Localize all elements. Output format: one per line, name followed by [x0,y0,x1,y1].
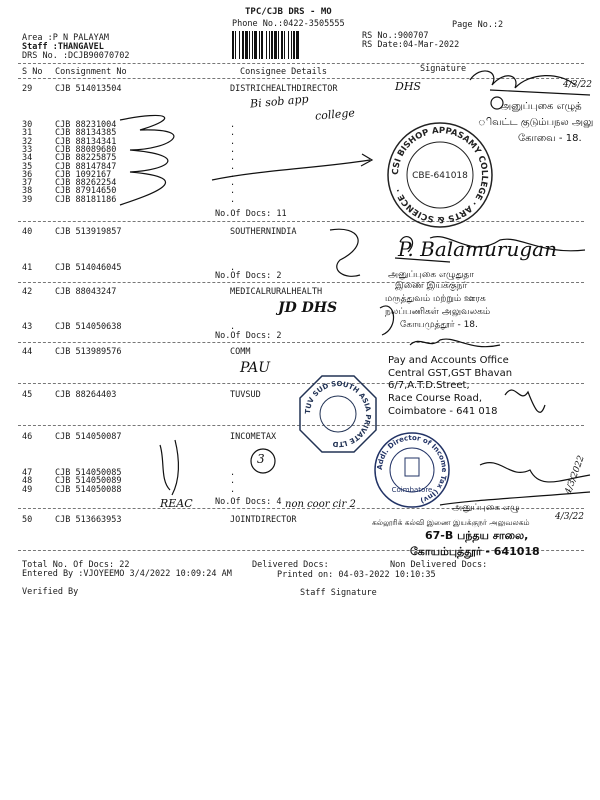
handwritten-note: DHS [395,80,421,93]
row-consignment-number: CJB 88043247 [55,287,117,297]
college-seal-ring-text: CSI BISHOP APPASAMY COLLEGE · ARTS & SCIENCE · [390,125,490,225]
row-serial-number: 50 [22,515,33,525]
row-consignee: . [230,162,236,172]
gst-stamp-line: Pay and Accounts Office [388,355,509,366]
gst-stamp-line: Central GST,GST Bhavan [388,368,513,379]
row-serial-number: 39 [22,195,33,205]
rs-date: RS Date:04-Mar-2022 [362,40,460,50]
handwritten-note: PAU [240,360,271,376]
handwritten-signature: P. Balamurugan [398,237,557,261]
row-consignment-number: CJB 88264403 [55,390,117,400]
page-number: Page No.:2 [452,20,504,30]
tamil-stamp-line: அனுப்புகை எழுத் [500,101,582,112]
row-serial-number: 37 [22,178,33,188]
col-consignee: Consignee Details [240,67,327,77]
tamil-stamp-line: கோவை - 18. [518,133,582,144]
doc-count: No.Of Docs: 2 [215,271,282,281]
tuv-seal-text: TUV SUD SOUTH ASIA PRIVATE LTD [303,379,373,449]
jd-stamp-line: அனுப்புகை எழு [452,503,520,513]
verified-by: Verified By [22,587,79,597]
doc-count: No.Of Docs: 2 [215,331,282,341]
svg-text:TUV SUD SOUTH ASIA PRIVATE LTD [304,380,372,448]
tamil-stamp-line: கோயமுத்தூர் - 18. [400,320,478,330]
row-serial-number: 44 [22,347,33,357]
handwritten-note: JD DHS [278,300,338,316]
row-consignment-number: CJB 514050088 [55,485,122,495]
row-serial-number: 31 [22,128,33,138]
row-consignment-number: CJB 88231004 [55,120,117,130]
row-consignee: . [230,128,236,138]
row-serial-number: 38 [22,186,33,196]
svg-text:Addl. Director of Income Tax ( [376,434,448,505]
rs-number: RS No.:900707 [362,31,429,41]
jd-stamp-line: கல்லூரிக் கல்வி இணை இயக்குநர் அலுவலகம் [372,518,530,527]
row-consignment-number: CJB 513919857 [55,227,122,237]
row-consignment-number: CJB 1092167 [55,170,112,180]
gst-stamp-line: Race Course Road, [388,393,483,404]
handwritten-note: REAC [160,497,193,510]
row-serial-number: 35 [22,162,33,172]
row-serial-number: 30 [22,120,33,130]
jd-stamp-line: 67-B பந்தய சாலை, [425,529,529,542]
staff-label: Staff :THANGAVEL [22,42,104,52]
tamil-stamp-line: ிவட்ட குடும்பநல அலு [478,117,594,128]
row-consignee: . [230,153,236,163]
income-tax-seal [372,430,452,510]
row-consignee: JOINTDIRECTOR [230,515,297,525]
row-serial-number: 40 [22,227,33,237]
row-serial-number: 29 [22,84,33,94]
col-consignment: Consignment No [55,67,127,77]
row-consignee: SOUTHERNINDIA [230,227,297,237]
row-consignee: COMM [230,347,251,357]
row-consignee: . [230,468,236,478]
drs-number: DRS No. :DCJB90070702 [22,51,130,61]
row-consignee: INCOMETAX [230,432,277,442]
handwritten-note: Bi sob app [249,92,310,111]
tamil-stamp-line: இணை இயக்குநர் [395,281,468,291]
row-consignee: . [230,178,236,188]
tamil-stamp-line: மருத்துவம் மற்றும் ஊரக [385,294,486,304]
document-title: TPC/CJB DRS - MO [245,7,332,17]
row-consignment-number: CJB 88225875 [55,153,117,163]
row-serial-number: 43 [22,322,33,332]
row-consignee: . [230,145,236,155]
col-sno: S No [22,67,43,77]
row-consignee: . [230,195,236,205]
area-label: Area :P N PALAYAM [22,33,109,43]
college-seal-center: CBE-641018 [412,171,468,181]
doc-count: No.Of Docs: 4 [215,497,282,507]
row-serial-number: 41 [22,263,33,273]
row-consignee: . [230,322,236,332]
row-serial-number: 48 [22,476,33,486]
row-consignment-number: CJB 513989576 [55,347,122,357]
handwritten-date: 4/3/2022 [563,454,587,496]
phone-number: Phone No.:0422-3505555 [232,19,345,29]
row-consignment-number: CJB 88134341 [55,137,117,147]
jd-stamp-line: கோயம்புத்தூர் - 641018 [410,545,540,558]
row-consignment-number: CJB 513663953 [55,515,122,525]
handwritten-note: non coor cir 2 [285,499,356,510]
row-consignee: . [230,476,236,486]
row-serial-number: 49 [22,485,33,495]
row-consignee: . [230,485,236,495]
income-tax-seal-text: Addl. Director of Income Tax (Inv) [375,433,449,505]
college-seal [385,120,495,230]
row-consignment-number: CJB 88262254 [55,178,117,188]
row-consignment-number: CJB 514050087 [55,432,122,442]
row-consignee: TUVSUD [230,390,261,400]
printed-on: Printed on: 04-03-2022 10:10:35 [277,570,436,580]
row-consignment-number: CJB 514050089 [55,476,122,486]
row-serial-number: 47 [22,468,33,478]
row-consignment-number: CJB 87914650 [55,186,117,196]
row-serial-number: 45 [22,390,33,400]
tuv-seal [298,374,378,454]
doc-count: No.Of Docs: 11 [215,209,287,219]
row-consignee: . [230,186,236,196]
row-serial-number: 32 [22,137,33,147]
row-consignee: MEDICALRURALHEALTH [230,287,323,297]
row-consignee: DISTRICHEALTHDIRECTOR [230,84,338,94]
handwritten-note: college [314,106,356,123]
row-consignment-number: CJB 88181186 [55,195,117,205]
row-consignment-number: CJB 514013504 [55,84,122,94]
delivered-docs: Delivered Docs: [252,560,329,570]
row-consignment-number: CJB 514046045 [55,263,122,273]
row-consignment-number: CJB 88147847 [55,162,117,172]
row-serial-number: 46 [22,432,33,442]
row-serial-number: 42 [22,287,33,297]
gst-stamp-line: Coimbatore - 641 018 [388,406,498,417]
row-consignee: . [230,170,236,180]
row-consignee: . [230,263,236,273]
tamil-stamp-line: நலப்பணிகள் அலுவலகம் [385,307,491,317]
staff-signature: Staff Signature [300,588,377,598]
handwritten-note: 3 [257,452,265,466]
gst-stamp-line: 6/7,A.T.D.Street, [388,380,470,391]
handwritten-date: 4/3/22 [555,512,584,522]
row-consignment-number: CJB 514050638 [55,322,122,332]
handwritten-date: 4/3/22 [563,80,592,90]
tamil-stamp-line: அனுப்புகை எழுதுதா [388,270,474,280]
row-serial-number: 33 [22,145,33,155]
total-docs: Total No. Of Docs: 22 [22,560,130,570]
row-serial-number: 36 [22,170,33,180]
row-consignee: . [230,137,236,147]
entered-by: Entered By :VJOYEEMO 3/4/2022 10:09:24 AM [22,569,232,579]
col-signature: Signature [420,64,467,74]
non-delivered-docs: Non Delivered Docs: [390,560,488,570]
row-consignment-number: CJB 514050085 [55,468,122,478]
row-consignee: . [230,120,236,130]
row-consignment-number: CJB 88134385 [55,128,117,138]
income-tax-seal-city: Coimbatore [391,486,433,494]
row-consignment-number: CJB 88089680 [55,145,117,155]
row-serial-number: 34 [22,153,33,163]
